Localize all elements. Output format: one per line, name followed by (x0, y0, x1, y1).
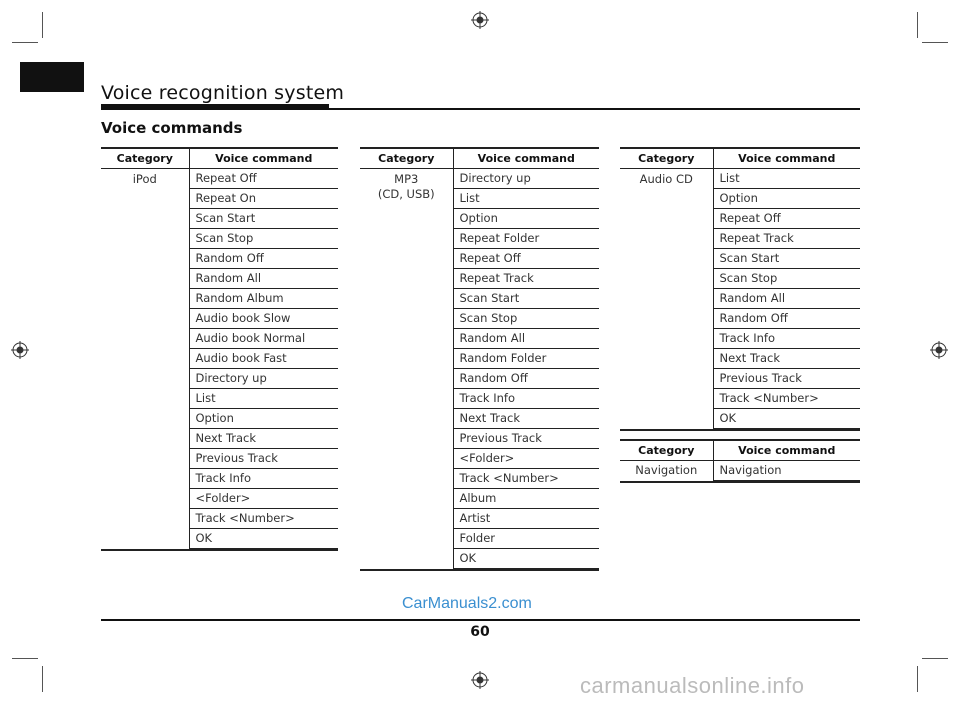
command-cell: Folder (453, 529, 599, 549)
voice-command-table-navigation (620, 439, 860, 483)
command-cell: Option (189, 409, 338, 429)
command-cell: List (453, 189, 599, 209)
command-cell: Track Info (189, 469, 338, 489)
voice-command-table-audio-cd (620, 147, 860, 431)
category-line: (CD, USB) (377, 187, 435, 201)
registration-mark-icon (471, 671, 489, 689)
command-cell: <Folder> (453, 449, 599, 469)
command-cell: Random Off (453, 369, 599, 389)
command-cell: Artist (453, 509, 599, 529)
crop-mark (922, 42, 948, 43)
command-cell: Previous Track (189, 449, 338, 469)
header-voice-command: Voice command (713, 440, 860, 461)
command-cell: Directory up (189, 369, 338, 389)
command-cell: List (713, 169, 860, 189)
command-cell: Previous Track (713, 369, 860, 389)
command-cell: Audio book Normal (189, 329, 338, 349)
command-cell: Scan Start (453, 289, 599, 309)
registration-mark-icon (471, 11, 489, 29)
header-category: Category (620, 148, 713, 169)
command-cell: Scan Stop (453, 309, 599, 329)
command-cell: Next Track (189, 429, 338, 449)
command-cell: Option (713, 189, 860, 209)
command-cell: Track Info (453, 389, 599, 409)
crop-mark (922, 658, 948, 659)
command-cell: List (189, 389, 338, 409)
header-voice-command: Voice command (713, 148, 860, 169)
command-cell: Repeat Off (189, 169, 338, 189)
command-cell: Repeat Off (713, 209, 860, 229)
command-cell: Random All (189, 269, 338, 289)
category-cell: Navigation (620, 461, 713, 481)
page-number: 60 (470, 624, 490, 640)
header-category: Category (360, 148, 453, 169)
footer-rule (101, 619, 860, 621)
command-cell: Repeat Track (453, 269, 599, 289)
command-cell: Random Off (713, 309, 860, 329)
crop-mark (12, 42, 38, 43)
command-cell: Next Track (713, 349, 860, 369)
command-cell: Navigation (713, 461, 860, 481)
header-category: Category (101, 148, 189, 169)
section-title: Voice recognition system (101, 82, 345, 104)
command-cell: Repeat Off (453, 249, 599, 269)
command-cell: Scan Start (713, 249, 860, 269)
command-cell: Audio book Slow (189, 309, 338, 329)
registration-mark-icon (11, 341, 29, 359)
header-voice-command: Voice command (189, 148, 338, 169)
crop-mark (42, 666, 43, 692)
category-cell (360, 169, 453, 569)
crop-mark (917, 666, 918, 692)
crop-mark (12, 658, 38, 659)
command-cell: Repeat Track (713, 229, 860, 249)
command-cell: Scan Stop (713, 269, 860, 289)
command-cell: Random Off (189, 249, 338, 269)
crop-mark (42, 12, 43, 38)
command-cell: Random All (713, 289, 860, 309)
command-cell: Scan Stop (189, 229, 338, 249)
command-cell: OK (713, 409, 860, 429)
header-voice-command: Voice command (453, 148, 599, 169)
command-cell: <Folder> (189, 489, 338, 509)
command-cell: Track <Number> (453, 469, 599, 489)
category-line: MP3 (394, 172, 419, 186)
category-cell: iPod (101, 169, 189, 549)
command-cell: OK (189, 529, 338, 549)
sub-title: Voice commands (101, 119, 243, 137)
command-cell: Directory up (453, 169, 599, 189)
registration-mark-icon (930, 341, 948, 359)
header-category: Category (620, 440, 713, 461)
chapter-tab (20, 62, 84, 92)
voice-command-table-ipod (101, 147, 338, 551)
command-cell: Next Track (453, 409, 599, 429)
command-cell: Scan Start (189, 209, 338, 229)
command-cell: Previous Track (453, 429, 599, 449)
command-cell: Option (453, 209, 599, 229)
crop-mark (917, 12, 918, 38)
command-cell: Repeat On (189, 189, 338, 209)
command-cell: Audio book Fast (189, 349, 338, 369)
command-cell: OK (453, 549, 599, 569)
command-cell: Random Folder (453, 349, 599, 369)
command-cell: Track Info (713, 329, 860, 349)
watermark: CarManuals2.com (402, 595, 532, 612)
category-cell: Audio CD (620, 169, 713, 429)
title-rule (101, 108, 860, 110)
command-cell: Random Album (189, 289, 338, 309)
command-cell: Track <Number> (189, 509, 338, 529)
command-cell: Random All (453, 329, 599, 349)
watermark-bottom: carmanualsonline.info (580, 673, 805, 698)
command-cell: Album (453, 489, 599, 509)
command-cell: Repeat Folder (453, 229, 599, 249)
command-cell: Track <Number> (713, 389, 860, 409)
voice-command-table-mp3 (360, 147, 599, 571)
